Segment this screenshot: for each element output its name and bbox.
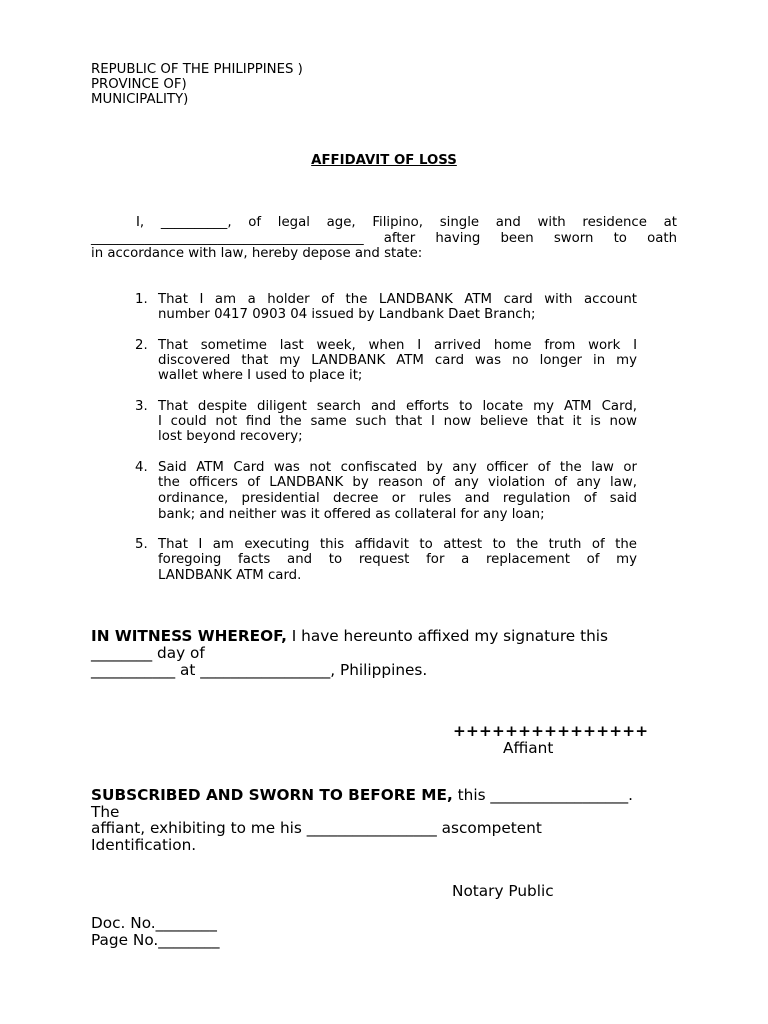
signature-marks: +++++++++++++++ — [453, 722, 649, 740]
intro-line-1: I, __________, of legal age, Filipino, single and with residence at — [136, 215, 677, 230]
witness-line-1 — [91, 628, 608, 645]
item-number: 3. — [135, 399, 148, 414]
intro-line-2: _________________________________________ after having been sworn to oath — [91, 231, 677, 246]
witness-line-3: ___________ at _________________, Philippines. — [91, 661, 428, 679]
witness-line-2: ________ day of — [91, 644, 205, 662]
item-line: ordinance, presidential decree or rules and regulation of said — [158, 491, 637, 506]
item-number: 4. — [135, 460, 148, 475]
doc-number: Doc. No.________ — [91, 914, 217, 932]
header-line-republic: REPUBLIC OF THE PHILIPPINES ) — [91, 62, 303, 77]
witness-rest: I have hereunto affixed my signature this — [286, 627, 608, 645]
item-line: That I am executing this affidavit to attest to the truth of the — [158, 537, 637, 552]
item-line: That despite diligent search and efforts to locate my ATM Card, — [158, 399, 637, 414]
item-line: bank; and neither was it offered as collateral for any loan; — [158, 507, 545, 522]
item-line: wallet where I used to place it; — [158, 368, 363, 383]
page-number: Page No.________ — [91, 931, 220, 949]
witness-bold: IN WITNESS WHEREOF, — [91, 627, 287, 645]
item-line: the officers of LANDBANK by reason of any violation of any law, — [158, 475, 637, 490]
item-line: foregoing facts and to request for a replacement of my — [158, 552, 637, 567]
jurat-line-3: affiant, exhibiting to me his _________________ ascompetent — [91, 819, 542, 837]
header-line-municipality: MUNICIPALITY) — [91, 92, 189, 107]
item-line: I could not find the same such that I now believe that it is now — [158, 414, 637, 429]
item-number: 2. — [135, 338, 148, 353]
notary-public-label: Notary Public — [452, 882, 554, 900]
item-line: LANDBANK ATM card. — [158, 568, 302, 583]
item-line: discovered that my LANDBANK ATM card was no longer in my — [158, 353, 637, 368]
jurat-line-2: The — [91, 803, 120, 821]
jurat-line-1 — [91, 787, 633, 804]
item-line: lost beyond recovery; — [158, 429, 303, 444]
document-title: AFFIDAVIT OF LOSS — [311, 153, 457, 168]
jurat-line-4: Identification. — [91, 836, 197, 854]
jurat-rest: this __________________. — [452, 786, 633, 804]
item-number: 5. — [135, 537, 148, 552]
jurat-bold: SUBSCRIBED AND SWORN TO BEFORE ME, — [91, 786, 453, 804]
affiant-label: Affiant — [503, 739, 554, 757]
item-line: That sometime last week, when I arrived home from work I — [158, 338, 637, 353]
item-line: Said ATM Card was not confiscated by any officer of the law or — [158, 460, 637, 475]
item-number: 1. — [135, 292, 148, 307]
intro-line-3: in accordance with law, hereby depose and state: — [91, 246, 423, 261]
item-line: That I am a holder of the LANDBANK ATM card with account — [158, 292, 637, 307]
header-line-province: PROVINCE OF) — [91, 77, 187, 92]
item-line: number 0417 0903 04 issued by Landbank Daet Branch; — [158, 307, 536, 322]
